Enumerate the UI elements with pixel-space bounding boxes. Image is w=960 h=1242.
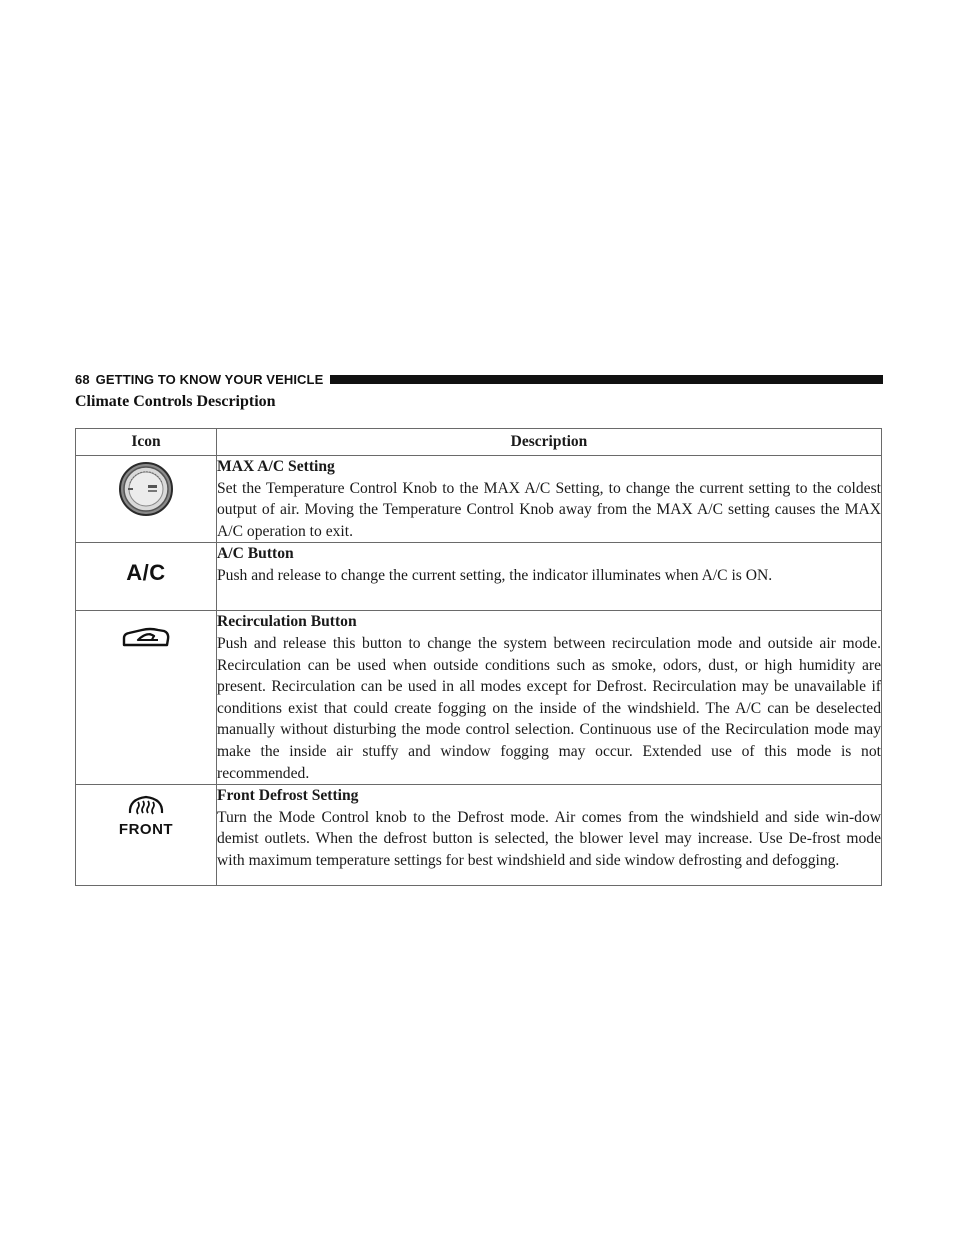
page-header — [75, 370, 883, 388]
description-cell — [217, 611, 882, 785]
row-title: A/C Button — [217, 545, 294, 563]
header-rule — [330, 375, 883, 384]
row-text: Turn the Mode Control knob to the Defrost mode. Air comes from the windshield and side win-dow demist outlets. When the defrost button is selected, the blower level may increase. Use De-frost mode with maximum temperature settings for best windshield and side window defrosting and defogging. — [217, 808, 881, 869]
row-text: Set the Temperature Control Knob to the MAX A/C Setting, to change the current setting to the coldest output of air. Moving the Temperature Control Knob away from the MAX A/C setting causes the MAX A/C operation to exit. — [217, 479, 881, 540]
ac-icon-label: A/C — [126, 560, 166, 586]
table-row — [76, 543, 882, 611]
table-header-row — [76, 429, 882, 456]
front-icon-label: FRONT — [118, 821, 174, 839]
icon-cell — [76, 611, 217, 785]
icon-cell — [76, 543, 217, 611]
row-text: Push and release to change the current setting, the indicator illuminates when A/C is ON. — [217, 566, 773, 584]
column-header-description: Description — [217, 429, 882, 456]
table-row — [76, 611, 882, 785]
row-text: Push and release this button to change the system between recirculation mode and outside air mode. Recirculation can be used when outside conditions such as smoke, odors, dust, or high humidity are present. Recirculation can be used in all modes except for Defrost. Recirculation may be unavailable if conditions exist that could create fogging on the inside of the windshield. The A/C can be deselected manually without disturbing the mode control selection. Continuous use of the Recirculation mode may make the inside air stuffy and window fogging may occur. Extended use of this mode is not recommended. — [217, 634, 881, 782]
icon-cell — [76, 456, 217, 543]
description-cell — [217, 543, 882, 611]
row-title: Front Defrost Setting — [217, 787, 359, 805]
ac-text-icon — [76, 543, 216, 584]
table-row — [76, 456, 882, 543]
front-defrost-icon — [76, 785, 216, 841]
climate-controls-table — [75, 428, 882, 886]
page-number: 68 — [75, 371, 90, 387]
page-title: Climate Controls Description — [75, 393, 276, 410]
max-ac-knob-icon — [76, 456, 216, 517]
column-header-icon: Icon — [76, 429, 217, 456]
description-cell — [217, 456, 882, 543]
description-cell — [217, 785, 882, 886]
section-name: GETTING TO KNOW YOUR VEHICLE — [95, 371, 324, 387]
table-row — [76, 785, 882, 886]
icon-cell — [76, 785, 217, 886]
row-title: Recirculation Button — [217, 613, 357, 631]
recirculation-icon — [76, 611, 216, 651]
row-title: MAX A/C Setting — [217, 458, 335, 475]
